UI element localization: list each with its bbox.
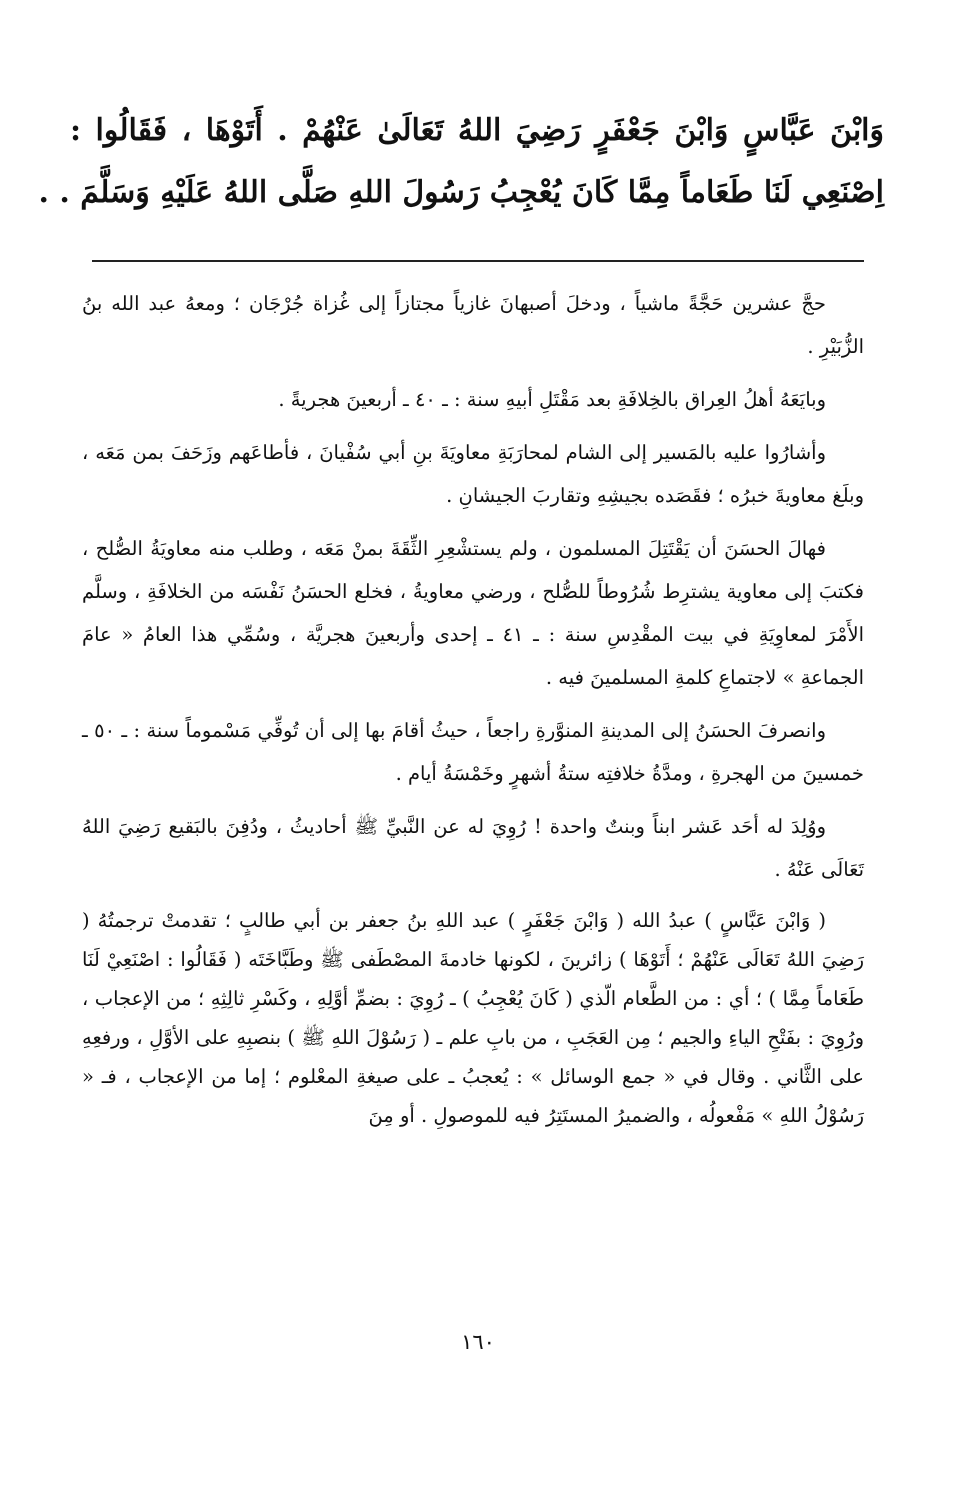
paragraph-peace: فهالَ الحسَنَ أن يَقْتَتِلَ المسلمون ، ولم يستشْعِرِ الثِّقَةَ بمنْ مَعَه ، وطلب منه معاويَةُ الصُّلح ، فكتبَ إلى معاوية يشترِط شُرُوطاً للصُّلح ، ورضي معاويةُ ، فخلع الحسَنُ نَفْسَه من الخلافَةِ ، وسلَّم الأَمْرَ لمعاوِيَةِ في بيت المقْدِسِ سنة : ـ ٤١ ـ إحدى وأربعينَ هجريَّة ، وسُمِّي هذا العامُ « عامَ الجماعةِ » لاجتماعِ كلمةِ المسلمينَ فيه . xyxy=(82,537,864,689)
paragraph-hajj: حجَّ عشرين حَجَّةً ماشياً ، ودخلَ أصبهانَ غازياً مجتازاً إلى غُزاة جُرْجَان ؛ ومعهُ عبد الله بنُ الزُّبَيْرِ . xyxy=(82,292,864,358)
paragraph-children: ووُلِدَ له أحَد عَشر ابناً وبنتٌ واحدة ! رُوِيَ له عن النَّبيِّ ﷺ أحاديثُ ، ودُفِنَ بالبَقيع رَضِيَ اللهُ تَعَالَى عَنْهُ . xyxy=(82,815,864,881)
paragraph-bayah: وبايَعَهُ أهلُ العِراق بالخِلافَةِ بعد مَقْتَلِ أبيهِ سنة : ـ ٤٠ ـ أربعينَ هجريةً . xyxy=(278,388,826,411)
separator-rule xyxy=(92,260,864,262)
hadith-line-1: وَابْنَ عَبَّاسٍ وَابْنَ جَعْفَرٍ رَضِيَ اللهُ تَعَالَىٰ عَنْهُمْ . أَتَوْهَا ، فَقَالُوا : xyxy=(70,113,884,148)
paragraph-commentary: ( وَابْنَ عَبَّاسٍ ) عبدُ الله ( وَابْنَ جَعْفَرٍ ) عبد اللهِ بنُ جعفر بن أبي طالبٍ ؛ تقدمتْ ترجمتُهُ ( رَضِيَ اللهُ تَعَالَى عَنْهُمْ ؛ أَتَوْهَا ) زائرينَ ، لكونها خادمةَ المصْطَفى ﷺ وطَبَّاخَتَه ( فَقَالُوا : اصْنَعِيْ لَنَا طَعَاماً مِمَّا ) ؛ أي : من الطَّعام الّذي ( كَانَ يُعْجِبُ ) ـ رُوِيَ : بضمِّ أوَّلِهِ ، وكَسْرِ ثالِثِهِ ؛ من الإعجاب ، ورُوِيَ : بفَتْحِ الياءِ والجيم ؛ مِن العَجَبِ ، من بابِ علم ـ ( رَسُوْلَ اللهِ ﷺ ) بنصبِهِ على الأوَّلِ ، ورفعِهِ على الثَّاني . وقال في « جمع الوسائل » : يُعجبُ ـ على صيغةِ المعْلوم ؛ إما من الإعجاب ، فـ « رَسُوْلُ اللهِ » مَفْعولُه ، والضميرُ المستَتِرُ فيه للموصولِ . أو مِنَ xyxy=(82,909,864,1127)
hadith-main-text xyxy=(38,100,884,224)
hadith-line-2: اِصْنَعِي لَنَا طَعَاماً مِمَّا كَانَ يُعْجِبُ رَسُولَ اللهِ صَلَّى اللهُ عَلَيْهِ وَسَلَّمَ . . xyxy=(38,175,884,210)
commentary-body xyxy=(82,282,864,1145)
page-number: ١٦٠ xyxy=(461,1330,495,1354)
paragraph-march: وأشارُوا عليه بالمَسير إلى الشام لمحارَبَةِ معاويَةَ بنِ أبي سُفْيانَ ، فأطاعَهم وزَحَفَ بمن مَعَه ، وبلَغ معاويةَ خبرُه ؛ فقَصَده بجيشِهِ وتقاربَ الجيشانِ . xyxy=(82,441,864,507)
paragraph-death: وانصرفَ الحسَنُ إلى المدينةِ المنوَّرةِ راجعاً ، حيثُ أقامَ بها إلى أن تُوفِّي مَسْموماً سنة : ـ ٥٠ ـ خمسينَ من الهجرةِ ، ومدَّةُ خلافتِه ستةُ أشهرٍ وخَمْسَةُ أيام . xyxy=(82,719,864,785)
